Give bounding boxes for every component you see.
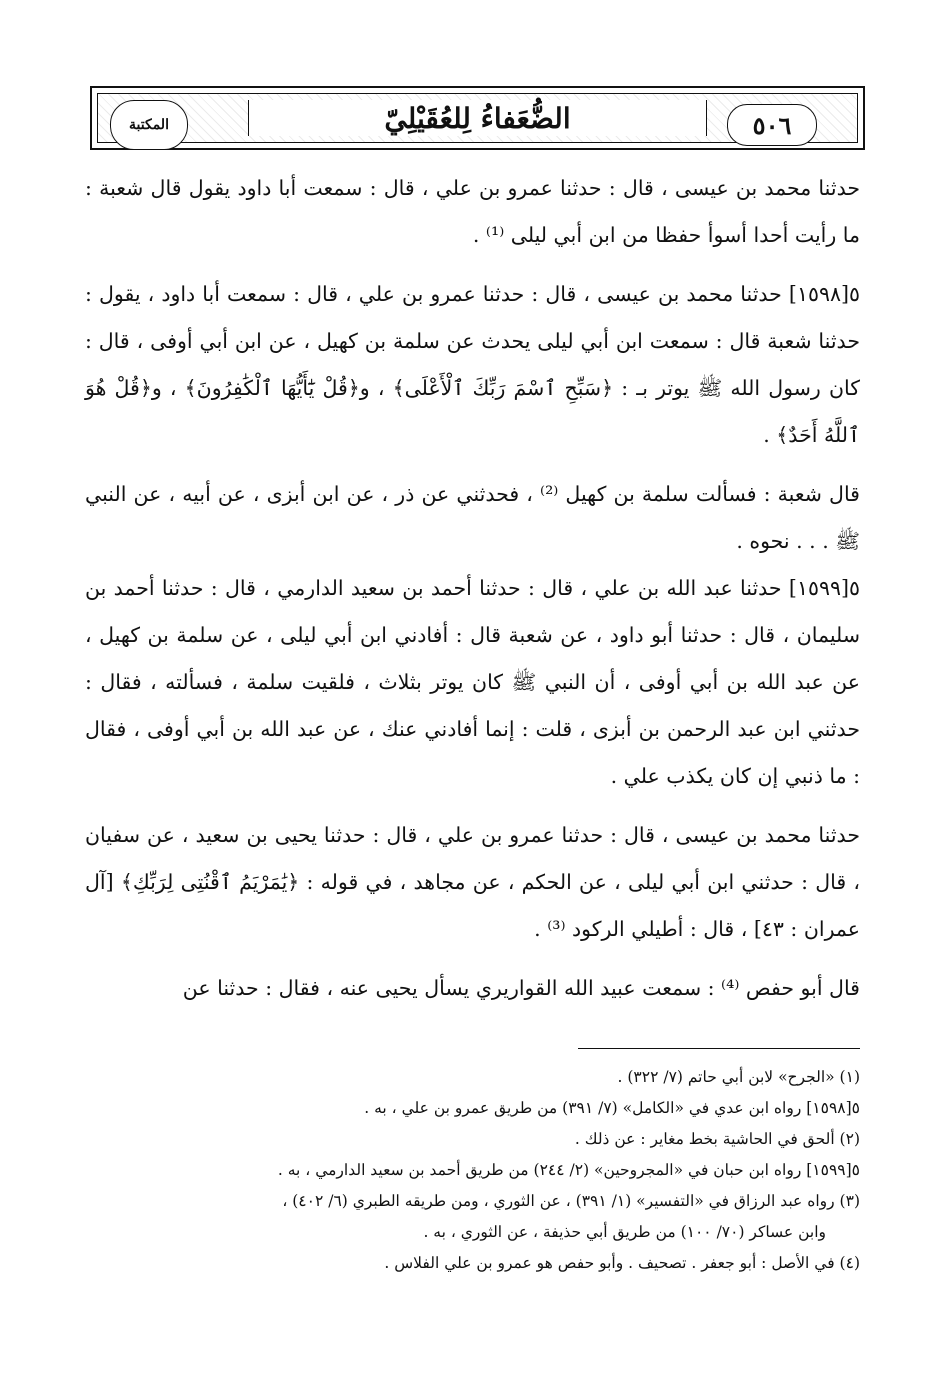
footnote-continuation: وابن عساكر (٧٠/ ١٠٠) من طريق أبي حذيفة ، عن الثوري ، به . <box>423 1223 826 1241</box>
main-text <box>85 165 860 1012</box>
footnote: (١) «الجرح» لابن أبي حاتم (٧/ ٣٢٢) . <box>617 1068 860 1086</box>
page-header <box>90 86 865 150</box>
paragraph: قال شعبة : فسألت سلمة بن كهيل ⁽²⁾ ، فحدثني عن ذر ، عن ابن أبزى ، عن أبيه ، عن النبي ﷺ . . . نحوه . <box>85 482 860 553</box>
footnote-separator <box>578 1048 860 1049</box>
footnote: (٣) رواه عبد الرزاق في «التفسير» (١/ ٣٩١) ، عن الثوري ، ومن طريقه الطبري (٦/ ٤٠٢) ، <box>282 1192 860 1210</box>
page-number-box <box>727 104 817 146</box>
paragraph-hadith-1598: ٥[١٥٩٨] حدثنا محمد بن عيسى ، قال : حدثنا عمرو بن علي ، قال : سمعت أبا داود ، يقول : حدثنا شعبة قال : سمعت ابن أبي ليلى يحدث عن سلمة بن كهيل ، عن ابن أبي أوفى ، قال : كان رسول الله ﷺ يوتر بـ : ﴿سَبِّحِ ٱسْمَ رَبِّكَ ٱلْأَعْلَى﴾ ، و﴿قُلْ يَٰٓأَيُّهَا ٱلْكَٰفِرُونَ﴾ ، و﴿قُلْ هُوَ ٱللَّهُ أَحَدٌ﴾ . <box>85 282 860 447</box>
header-ornament-border <box>97 93 858 143</box>
paragraph: حدثنا محمد بن عيسى ، قال : حدثنا عمرو بن علي ، قال : حدثنا يحيى بن سعيد ، عن سفيان ، قال : حدثني ابن أبي ليلى ، عن الحكم ، عن مجاهد ، في قوله : ﴿يَٰمَرْيَمُ ٱقْنُتِى لِرَبِّكِ﴾ [آل عمران : ٤٣] ، قال : أطيلي الركود ⁽³⁾ . <box>85 823 860 941</box>
publisher-logo <box>110 100 188 150</box>
footnote: ٥[١٥٩٩] رواه ابن حبان في «المجروحين» (٢/ ٢٤٤) من طريق أحمد بن سعيد الدارمي ، به . <box>277 1161 860 1179</box>
page-number: ٥٠٦ <box>752 110 792 140</box>
footnotes <box>85 1062 860 1279</box>
footnote: ٥[١٥٩٨] رواه ابن عدي في «الكامل» (٧/ ٣٩١) من طريق عمرو بن علي ، به . <box>364 1099 860 1117</box>
paragraph: حدثنا محمد بن عيسى ، قال : حدثنا عمرو بن علي ، قال : سمعت أبا داود يقول قال شعبة : ما رأيت أحدا أسوأ حفظا من ابن أبي ليلى ⁽¹⁾ . <box>85 176 860 247</box>
book-title: الضُّعَفاءُ لِلعُقَيْلِيّ <box>384 101 571 135</box>
header-title-box <box>248 100 707 136</box>
footnote: (٢) ألحق في الحاشية بخط مغاير : عن ذلك . <box>574 1130 860 1148</box>
paragraph: قال أبو حفص ⁽⁴⁾ : سمعت عبيد الله القواريري يسأل يحيى عنه ، فقال : حدثنا عن <box>182 976 860 1000</box>
paragraph-hadith-1599: ٥[١٥٩٩] حدثنا عبد الله بن علي ، قال : حدثنا أحمد بن سعيد الدارمي ، قال : حدثنا أحمد بن سليمان ، قال : حدثنا أبو داود ، عن شعبة قال : أفادني ابن أبي ليلى ، عن سلمة بن كهيل ، عن عبد الله بن أبي أوفى ، أن النبي ﷺ كان يوتر بثلاث ، فلقيت سلمة ، فسألته ، فقال : حدثني ابن عبد الرحمن بن أبزى ، قلت : إنما أفادني عنك ، عن عبد الله بن أبي أوفى ، فقال : ما ذنبي إن كان يكذب علي . <box>85 576 860 788</box>
footnote: (٤) في الأصل : أبو جعفر . تصحيف . وأبو حفص هو عمرو بن علي الفلاس . <box>384 1254 860 1272</box>
publisher-logo-text: المكتبة <box>129 117 169 133</box>
